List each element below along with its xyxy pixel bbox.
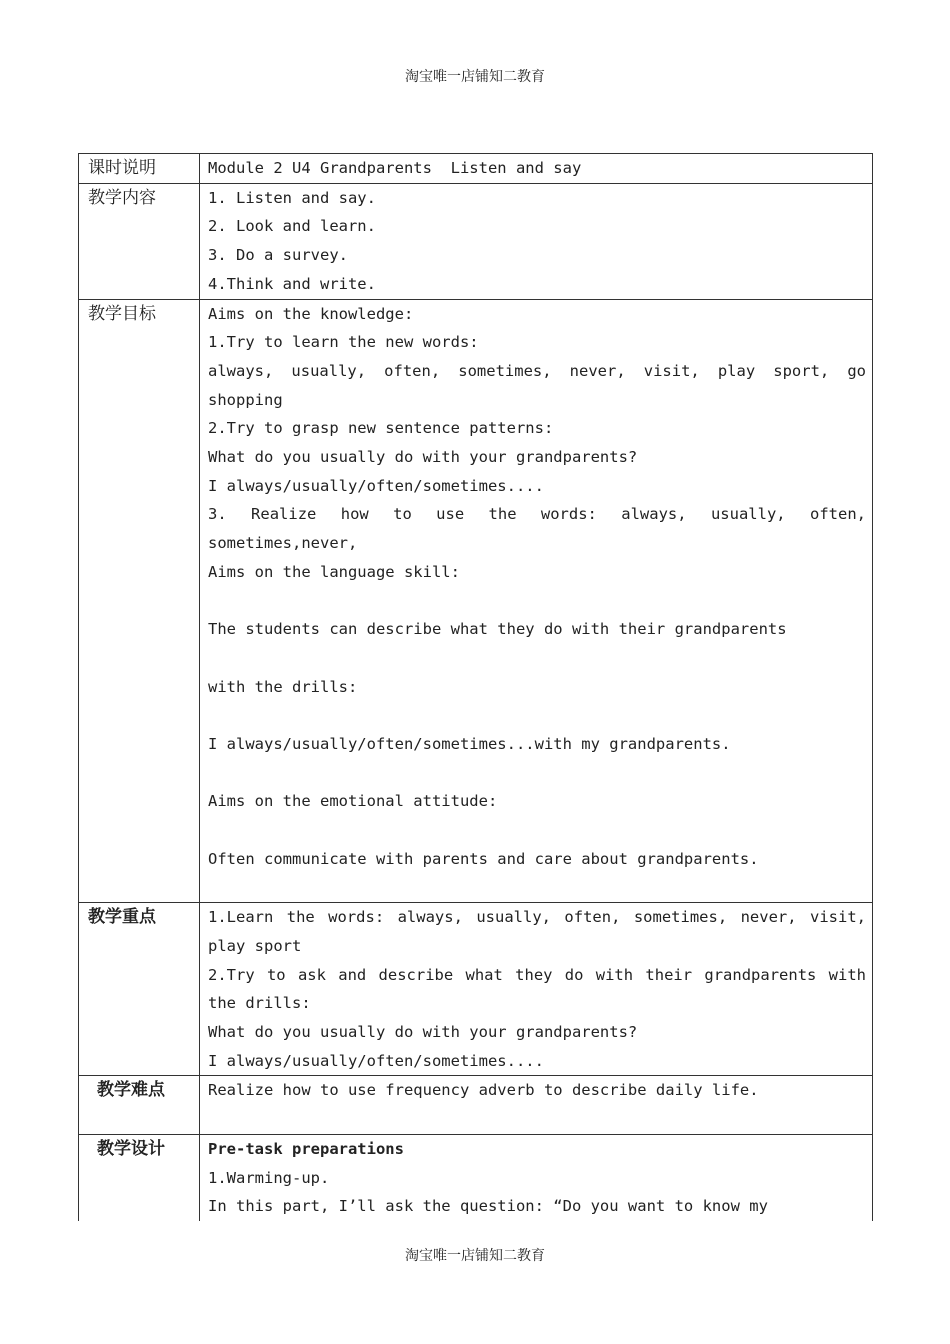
text-line: 3. Do a survey. [208,246,348,265]
text-line: I always/usually/often/sometimes.... [208,476,544,495]
table-row [79,154,873,184]
table-row [79,1076,873,1134]
text-line: In this part, I’ll ask the question: “Do you want to know my [208,1197,768,1216]
text-line: Aims on the emotional attitude: [208,792,498,811]
text-line: 2.Try to grasp new sentence patterns: [208,419,554,438]
text-line: always, usually, often, sometimes, never, visit, play sport, go shopping [208,361,876,409]
text-line: The students can describe what they do with their grandparents [208,620,787,639]
row-label-teaching-objectives: 教学目标 [79,299,200,903]
table-row [79,183,873,299]
text-line: Realize how to use frequency adverb to describe daily life. [208,1081,759,1100]
page-header: 淘宝唯一店铺知二教育 [405,69,545,85]
text-line: 3. Realize how to use the words: always, usually, often, sometimes,never, [208,505,876,553]
text-line: 2. Look and learn. [208,217,376,236]
teaching-objectives-cell [200,299,876,903]
lesson-plan-table [78,153,876,1221]
row-label-lesson-description: 课时说明 [79,154,200,184]
row-label-teaching-design: 教学设计 [79,1134,200,1221]
key-points-cell [200,903,876,1076]
text-line: with the drills: [208,677,358,696]
text-line: What do you usually do with your grandparents? [208,1023,638,1041]
table-row [79,903,873,1076]
text-line: 2.Try to ask and describe what they do with their grandparents with the drills: [208,965,876,1013]
text-line: Module 2 U4 Grandparents Listen and say [208,159,582,177]
table-row [79,1134,873,1221]
teaching-content-cell [200,183,873,299]
row-label-key-points: 教学重点 [79,903,200,1076]
text-line: 4.Think and write. [208,274,376,293]
row-label-difficult-points: 教学难点 [79,1076,200,1134]
row-label-teaching-content: 教学内容 [79,183,200,299]
teaching-design-cell [200,1134,873,1221]
lesson-description-cell [200,154,873,184]
section-heading: Pre-task preparations [208,1139,404,1158]
text-line: Often communicate with parents and care about grandparents. [208,849,759,868]
text-line: 1. Listen and say. [208,188,376,207]
text-line: I always/usually/often/sometimes...with my grandparents. [208,735,731,754]
text-line: Aims on the knowledge: [208,304,414,323]
text-line: I always/usually/often/sometimes.... [208,1051,544,1070]
text-line: 1.Warming-up. [208,1168,330,1187]
text-line: 1.Try to learn the new words: [208,333,479,352]
table-row [79,299,873,903]
text-line: 1.Learn the words: always, usually, often, sometimes, never, visit, play sport [208,908,876,955]
page-footer: 淘宝唯一店铺知二教育 [405,1248,545,1264]
difficult-points-cell [200,1076,873,1134]
text-line: Aims on the language skill: [208,562,460,581]
text-line: What do you usually do with your grandparents? [208,448,638,467]
